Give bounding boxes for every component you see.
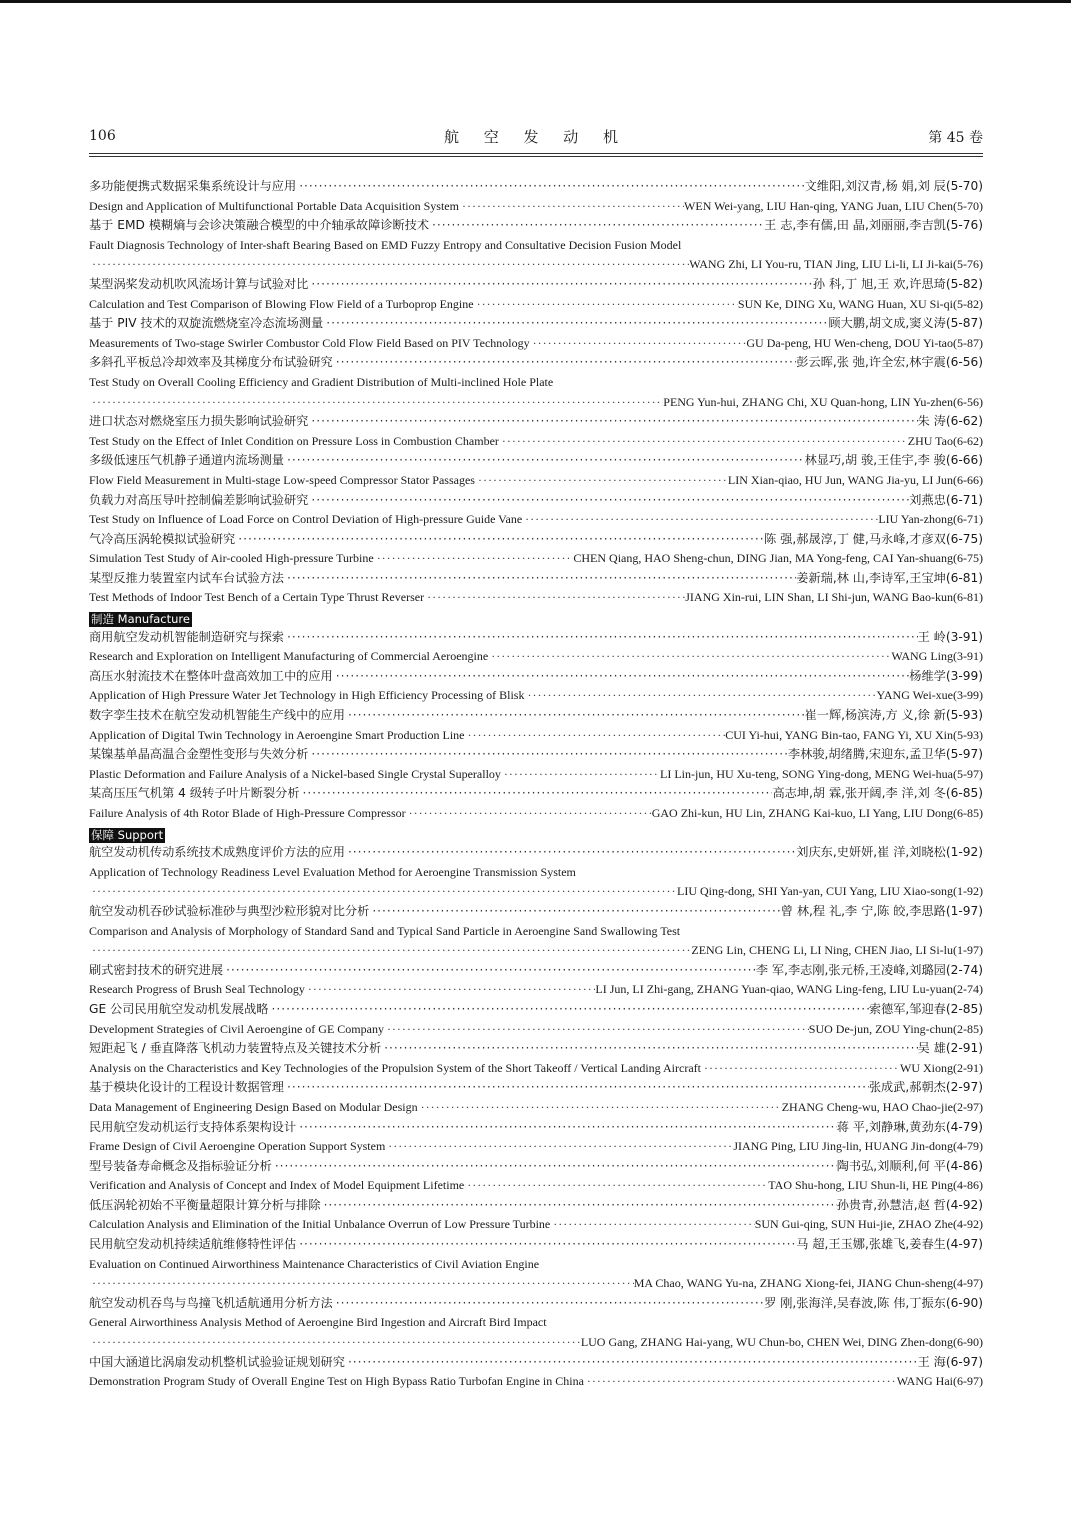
entry-title: 民用航空发动机运行支持体系架构设计 [89,1119,297,1134]
dot-leader [701,1059,900,1079]
entry-authors: 杨维学(3-99) [909,668,983,683]
entry-title: Failure Analysis of 4th Rotor Blade of High-Pressure Compressor [89,806,406,820]
entry-authors: LI Jun, LI Zhi-gang, ZHANG Yuan-qiao, WANG Ling-feng, LIU Lu-yuan(2-74) [595,982,983,997]
dot-leader [381,1039,917,1059]
entry-authors: 王 海(6-97) [917,1354,983,1369]
entry-title-en [89,236,983,256]
dot-leader [272,1157,837,1177]
entry-authors: 李林骏,胡绪腾,宋迎东,孟卫华(5-97) [787,747,983,762]
entry-title-en [89,882,983,902]
entry-title: Demonstration Program Study of Overall Engine Test on High Bypass Ratio Turbofan Engine in China [89,1374,584,1389]
dot-leader [524,686,876,706]
entry-authors: PENG Yun-hui, ZHANG Chi, XU Quan-hong, LIN Yu-zhen(6-56) [663,394,983,409]
entry-title-en [89,373,983,393]
dot-leader [333,353,797,373]
dot-leader [321,1196,837,1216]
entry-title-en [89,1333,983,1353]
entry-authors: GU Da-peng, HU Wen-cheng, DOU Yi-tao(5-87) [746,335,983,350]
dot-leader [89,882,677,902]
entry-title-en [89,255,983,275]
entry-title-zh [89,706,983,726]
dot-leader [501,765,660,785]
entry-title: 低压涡轮初始不平衡量超限计算分析与排除 [89,1197,321,1212]
entry-title: 某型反推力装置室内试车台试验方法 [89,570,284,585]
entry-title-zh [89,902,983,922]
entry-title: 某高压压气机第 4 级转子叶片断裂分析 [89,786,300,801]
dot-leader [300,784,773,804]
dot-leader [522,510,878,530]
entry-authors: WANG Hai(6-97) [896,1374,983,1389]
dot-leader [323,314,828,334]
dot-leader [345,1353,918,1373]
entry-title-zh [89,1353,983,1373]
entry-authors: SUN Ke, DING Xu, WANG Huan, XU Si-qi(5-82) [737,296,983,311]
entry-authors: MA Chao, WANG Yu-na, ZHANG Xiong-fei, JIANG Chun-sheng(4-97) [633,1276,983,1291]
dot-leader [424,588,685,608]
entry-title: 航空发动机吞鸟与鸟撞飞机适航通用分析方法 [89,1295,333,1310]
dot-leader [474,295,738,315]
dot-leader [89,1333,581,1353]
dot-leader [384,1020,809,1040]
header-rule [89,153,983,154]
entry-title: 负载力对高压导叶控制偏差影响试验研究 [89,492,309,507]
dot-leader [89,1274,634,1294]
entry-title-zh [89,412,983,432]
entry-title: Flow Field Measurement in Multi-stage Low-speed Compressor Stator Passages [89,472,475,487]
entry-title-en [89,1059,983,1079]
entry-authors: JIANG Xin-rui, LIN Shan, LI Shi-jun, WANG Bao-kun(6-81) [685,590,983,605]
entry-title-en [89,863,983,883]
entry-authors: LIU Yan-zhong(6-71) [878,512,983,527]
entry-title-en [89,393,983,413]
section-heading-label: 制造 Manufacture [91,612,190,627]
page-header [89,124,983,152]
entry-title-en [89,1215,983,1235]
header-rule-thin [89,156,983,157]
dot-leader [333,667,910,687]
entry-authors: 王 岭(3-91) [917,629,983,644]
dot-leader [284,1078,869,1098]
entry-title: 多级低速压气机静子通道内流场测量 [89,453,284,468]
entry-title: 航空发动机传动系统技术成熟度评价方法的应用 [89,845,345,860]
entry-title: 基于 PIV 技术的双旋流燃烧室冷态流场测量 [89,316,324,331]
entry-title-zh [89,1000,983,1020]
dot-leader [296,177,804,197]
entry-authors: 文维阳,刘汉青,杨 娟,刘 辰(5-70) [804,179,983,193]
entry-title-zh [89,1039,983,1059]
dot-leader [345,843,796,863]
entry-title-zh [89,530,983,550]
entry-title: 多功能便携式数据采集系统设计与应用 [89,179,297,193]
entry-title: 基于 EMD 模糊熵与会诊决策融合模型的中介轴承故障诊断技术 [89,218,430,233]
entry-authors: 罗 刚,张海洋,吴春波,陈 伟,丁振东(6-90) [764,1295,983,1310]
dot-leader [459,197,684,217]
dot-leader [530,334,747,354]
entry-title-zh [89,491,983,511]
entry-title-en [89,941,983,961]
entry-authors: GAO Zhi-kun, HU Lin, ZHANG Kai-kuo, LI Yang, LIU Dong(6-85) [651,806,983,820]
entry-title-en [89,1313,983,1333]
entry-title-zh [89,784,983,804]
entry-authors: WU Xiong(2-91) [900,1060,983,1075]
entry-title: Development Strategies of Civil Aeroengine of GE Company [89,1021,384,1036]
entry-title: 气冷高压涡轮模拟试验研究 [89,531,236,546]
dot-leader [406,804,652,824]
entry-title-en [89,588,983,608]
entry-title: 中国大涵道比涡扇发动机整机试验验证规划研究 [89,1354,345,1369]
entry-authors: 姜新瑞,林 山,李诗军,王宝坤(6-81) [796,570,983,585]
entry-title: Test Study on Overall Cooling Efficiency and Gradient Distribution of Multi-inclined Hole Plate [89,374,554,389]
entry-title-zh [89,745,983,765]
dot-leader [333,1294,764,1314]
dot-leader [89,255,689,275]
entry-title-en [89,432,983,452]
entry-authors: SUO De-jun, ZOU Ying-chun(2-85) [808,1021,983,1036]
entry-title-en [89,1020,983,1040]
dot-leader [268,1000,868,1020]
entry-title: Test Study on the Effect of Inlet Condition on Pressure Loss in Combustion Chamber [89,433,499,448]
dot-leader [308,491,909,511]
dot-leader [235,530,764,550]
entry-title: Test Methods of Indoor Test Bench of a Certain Type Thrust Reverser [89,590,425,605]
entry-title: Analysis on the Characteristics and Key Technologies of the Propulsion System of the Short Takeoff / Vertical Landing Aircraft [89,1060,701,1075]
dot-leader [89,941,691,961]
entry-authors: LI Lin-jun, HU Xu-teng, SONG Ying-dong, MENG Wei-hua(5-97) [660,766,983,781]
page-number: 106 [89,128,116,144]
entry-title: 航空发动机吞砂试验标准砂与典型沙粒形貌对比分析 [89,903,370,918]
entry-authors: LIU Qing-dong, SHI Yan-yan, CUI Yang, LIU Xiao-song(1-92) [677,884,983,899]
dot-leader [385,1137,733,1157]
entry-title-zh [89,569,983,589]
dot-leader [369,902,780,922]
entry-title-zh [89,275,983,295]
entry-authors: CHEN Qiang, HAO Sheng-chun, DING Jian, MA Yong-feng, CAI Yan-shuang(6-75) [573,551,983,566]
entry-authors: YANG Wei-xue(3-99) [876,688,983,703]
entry-title: 基于模块化设计的工程设计数据管理 [89,1080,284,1095]
entry-title: Data Management of Engineering Design Based on Modular Design [89,1099,418,1114]
entry-title: Measurements of Two-stage Swirler Combustor Cold Flow Field Based on PIV Technology [89,335,530,350]
entry-title-en [89,510,983,530]
entry-title: Evaluation on Continued Airworthiness Maintenance Characteristics of Civil Aviation Engine [89,1256,540,1271]
entry-title: Research and Exploration on Intelligent Manufacturing of Commercial Aeroengine [89,649,489,664]
entry-authors: 张成武,郝朝杰(2-97) [868,1080,983,1095]
entry-authors: 朱 涛(6-62) [917,414,983,429]
entry-title-en [89,922,983,942]
section-heading-label: 保障 Support [91,827,164,842]
entry-authors: WANG Ling(3-91) [891,649,983,664]
entry-authors: 刘燕忠(6-71) [909,492,983,507]
entry-authors: 刘庆东,史妍妍,崔 洋,刘晓松(1-92) [796,845,983,860]
entry-title: 数字孪生技术在航空发动机智能生产线中的应用 [89,708,345,723]
entry-authors: ZENG Lin, CHENG Li, LI Ning, CHEN Jiao, LI Si-lu(1-97) [691,943,983,958]
entry-title: Frame Design of Civil Aeroengine Operation Support System [89,1139,386,1154]
entry-authors: ZHANG Cheng-wu, HAO Chao-jie(2-97) [781,1099,983,1114]
entry-title: Plastic Deformation and Failure Analysis of a Nickel-based Single Crystal Superalloy [89,766,501,781]
entry-title-en [89,686,983,706]
entry-title: Application of Technology Readiness Level Evaluation Method for Aeroengine Transmission System [89,864,576,879]
dot-leader [499,432,908,452]
entry-authors: TAO Shu-hong, LIU Shun-li, HE Ping(4-86) [768,1178,983,1193]
entry-title-en [89,1372,983,1392]
entry-authors: WEN Wei-yang, LIU Han-qing, YANG Juan, LIU Chen(5-70) [684,198,983,213]
entry-title-en [89,765,983,785]
journal-title: 航 空 发 动 机 [443,128,629,146]
dot-leader [584,1372,897,1392]
entry-title-en [89,197,983,217]
entry-title-zh [89,667,983,687]
entry-title: 进口状态对燃烧室压力损失影响试验研究 [89,414,309,429]
entry-authors: JIANG Ping, LIU Jing-lin, HUANG Jin-dong(4-79) [733,1139,983,1154]
entry-title: Fault Diagnosis Technology of Inter-shaft Bearing Based on EMD Fuzzy Entropy and Consultative Decision Fusion Model [89,237,682,252]
entry-title: 型号装备寿命概念及指标验证分析 [89,1158,272,1173]
entry-title: Verification and Analysis of Concept and Index of Model Equipment Lifetime [89,1178,465,1193]
entry-title-zh [89,1235,983,1255]
entry-title-en [89,1137,983,1157]
entry-authors: SUN Gui-qing, SUN Hui-jie, ZHAO Zhe(4-92) [754,1217,983,1232]
entry-title: 多斜孔平板总冷却效率及其梯度分布试验研究 [89,355,333,370]
entry-authors: CUI Yi-hui, YANG Bin-tao, FANG Yi, XU Xin(5-93) [725,727,983,742]
entry-title: Application of High Pressure Water Jet Technology in High Efficiency Processing of Blisk [89,688,525,703]
entry-authors: 顾大鹏,胡文成,窦义涛(5-87) [828,316,983,331]
entry-title-en [89,471,983,491]
entry-title-zh [89,1157,983,1177]
top-rule [0,0,1071,3]
entry-title: GE 公司民用航空发动机发展战略 [89,1001,269,1016]
entry-authors: 蒋 平,刘静琳,黄劲东(4-79) [836,1119,983,1134]
entry-title-zh [89,216,983,236]
entry-title: 短距起飞 / 垂直降落飞机动力装置特点及关键技术分析 [89,1041,382,1056]
dot-leader [464,1176,768,1196]
dot-leader [296,1118,837,1138]
entry-title: Comparison and Analysis of Morphology of Standard Sand and Typical Sand Particle in Aeroengine Sand Swallowing Test [89,923,681,938]
entry-authors: ZHU Tao(6-62) [907,433,983,448]
entry-title-zh [89,1294,983,1314]
dot-leader [308,412,917,432]
section-heading [89,608,983,628]
entry-title: Research Progress of Brush Seal Technology [89,982,305,997]
entry-authors: 彭云晖,张 弛,许全宏,林宇震(6-56) [796,355,983,370]
entry-title: Application of Digital Twin Technology in Aeroengine Smart Production Line [89,727,465,742]
entry-authors: 陈 强,郝晟淳,丁 健,马永峰,才彦双(6-75) [764,531,983,546]
entry-authors: 曾 林,程 礼,李 宁,陈 皎,李思路(1-97) [780,903,983,918]
entry-title: 商用航空发动机智能制造研究与探索 [89,629,284,644]
entry-title-en [89,647,983,667]
entry-title-en [89,549,983,569]
section-heading [89,824,983,844]
dot-leader [284,628,918,648]
entry-title: 民用航空发动机持续适航维修特性评估 [89,1237,297,1252]
entry-title-en [89,804,983,824]
entry-title-en [89,1176,983,1196]
dot-leader [475,471,728,491]
entry-title-en [89,980,983,1000]
entry-authors: 李 军,李志刚,张元桥,王凌峰,刘璐园(2-74) [755,962,983,977]
entry-title-en [89,334,983,354]
dot-leader [296,1235,796,1255]
dot-leader [550,1215,754,1235]
dot-leader [345,706,805,726]
entry-title-zh [89,314,983,334]
dot-leader [418,1098,782,1118]
entry-authors: 崔一辉,杨滨涛,方 义,徐 新(5-93) [804,708,983,723]
entry-title: Calculation Analysis and Elimination of the Initial Unbalance Overrun of Low Pressure Turbine [89,1217,551,1232]
entry-title-en [89,1274,983,1294]
entry-authors: 索德军,邹迎春(2-85) [868,1001,983,1016]
entry-title: Test Study on Influence of Load Force on Control Deviation of High-pressure Guide Vane [89,512,523,527]
entry-title: 刷式密封技术的研究进展 [89,962,224,977]
entry-title: Simulation Test Study of Air-cooled High-pressure Turbine [89,551,374,566]
entry-title: Design and Application of Multifunctional Portable Data Acquisition System [89,198,459,213]
entry-title-zh [89,843,983,863]
entry-title-zh [89,451,983,471]
dot-leader [429,216,764,236]
entry-authors: 高志坤,胡 霖,张开阔,李 洋,刘 冬(6-85) [772,786,983,801]
index-list [89,177,983,1392]
dot-leader [284,451,805,471]
entry-title-en [89,295,983,315]
dot-leader [464,726,725,746]
dot-leader [308,745,788,765]
dot-leader [89,393,663,413]
dot-leader [305,980,596,1000]
volume-label: 第 45 卷 [928,130,983,146]
dot-leader [488,647,891,667]
entry-title: 高压水射流技术在整体叶盘高效加工中的应用 [89,668,333,683]
entry-title-en [89,1098,983,1118]
entry-authors: 马 超,王玉娜,张雄飞,姜春生(4-97) [796,1237,983,1252]
entry-title: General Airworthiness Analysis Method of Aeroengine Bird Ingestion and Aircraft Bird Impact [89,1315,547,1330]
entry-title-en [89,1255,983,1275]
dot-leader [374,549,574,569]
entry-title: 某型涡桨发动机吹风流场计算与试验对比 [89,276,309,291]
entry-authors: LUO Gang, ZHANG Hai-yang, WU Chun-bo, CHEN Wei, DING Zhen-dong(6-90) [580,1335,983,1350]
entry-title-zh [89,961,983,981]
entry-authors: 陶书弘,刘顺利,何 平(4-86) [836,1158,983,1173]
entry-authors: 孙 科,丁 旭,王 欢,许思琦(5-82) [812,276,983,291]
entry-authors: LIN Xian-qiao, HU Jun, WANG Jia-yu, LI Jun(6-66) [727,472,983,487]
entry-authors: WANG Zhi, LI You-ru, TIAN Jing, LIU Li-li, LI Ji-kai(5-76) [689,257,983,272]
entry-authors: 林显巧,胡 骏,王佳宇,李 骏(6-66) [804,453,983,468]
entry-title-zh [89,1078,983,1098]
entry-title-zh [89,353,983,373]
entry-title-zh [89,1118,983,1138]
entry-title: 某镍基单晶高温合金塑性变形与失效分析 [89,747,309,762]
entry-title-zh [89,628,983,648]
entry-authors: 王 志,李有儒,田 晶,刘丽丽,李吉凯(5-76) [764,218,983,233]
entry-title-zh [89,177,983,197]
dot-leader [284,569,796,589]
entry-title-en [89,726,983,746]
dot-leader [223,961,756,981]
entry-authors: 孙贵青,孙慧洁,赵 哲(4-92) [836,1197,983,1212]
dot-leader [308,275,813,295]
entry-title: Calculation and Test Comparison of Blowing Flow Field of a Turboprop Engine [89,296,474,311]
entry-authors: 吴 雄(2-91) [917,1041,983,1056]
entry-title-zh [89,1196,983,1216]
